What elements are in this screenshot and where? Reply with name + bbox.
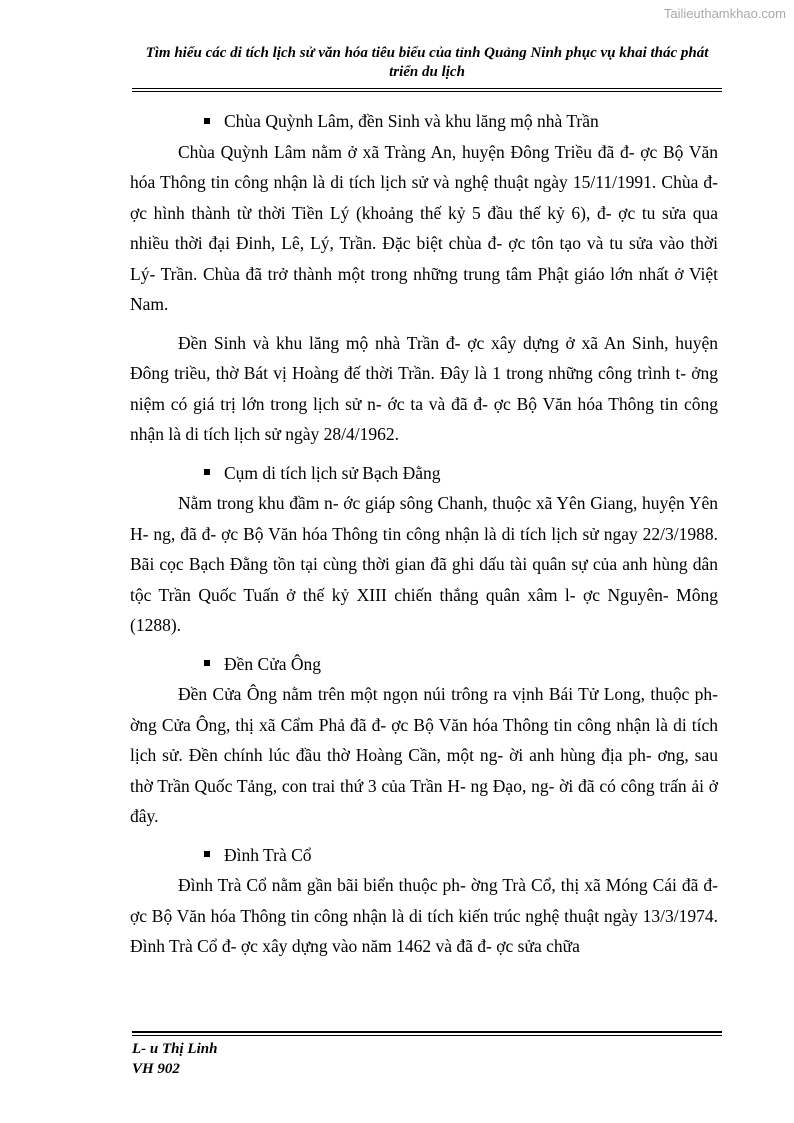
footer-class-code: VH 902: [132, 1061, 180, 1077]
section-heading: [204, 840, 718, 871]
square-bullet-icon: [204, 660, 210, 666]
paragraph: Nằm trong khu đầm n- ớc giáp sông Chanh, thuộc xã Yên Giang, huyện Yên H- ng, đã đ- ợc Bộ Văn hóa Thông tin công nhận là di tích lịch sử ngay 22/3/1988. Bãi cọc Bạch Đằng tồn tại cùng thời gian đã ghi dấu tài quân sự của anh hùng dân tộc Trần Quốc Tuấn ở thế kỷ XIII chiến thắng quân xâm l- ợc Nguyên- Mông (1288).: [130, 493, 718, 635]
section-heading-text: Đình Trà Cổ: [224, 844, 312, 865]
footer-author: L- u Thị Linh: [132, 1041, 218, 1057]
watermark: Tailieuthamkhao.com: [663, 6, 786, 21]
section-heading: [204, 458, 718, 489]
paragraph: Đền Sinh và khu lăng mộ nhà Trần đ- ợc xây dựng ở xã An Sinh, huyện Đông triều, thờ Bát vị Hoàng đế thời Trần. Đây là 1 trong những công trình t- ởng niệm có giá trị lớn trong lịch sử n- ớc ta và đã đ- ợc Bộ Văn hóa Thông tin công nhận là di tích lịch sử ngày 28/4/1962.: [130, 332, 718, 444]
document-body: [130, 106, 718, 962]
page-footer: [132, 1039, 217, 1079]
section-heading-text: Cụm di tích lịch sử Bạch Đằng: [224, 462, 441, 483]
section-heading-text: Đền Cửa Ông: [224, 653, 321, 674]
paragraph: Đền Cửa Ông nằm trên một ngọn núi trông ra vịnh Bái Tử Long, thuộc ph- ờng Cửa Ông, thị xã Cẩm Phả đã đ- ợc Bộ Văn hóa Thông tin công nhận là di tích lịch sử. Đền chính lúc đầu thờ Hoàng Cần, một ng- ời anh hùng địa ph- ơng, sau thờ Trần Quốc Tảng, con trai thứ 3 của Trần H- ng Đạo, ng- ời đã có công trấn ải ở đây.: [130, 684, 718, 826]
square-bullet-icon: [204, 851, 210, 857]
section-heading: [204, 106, 718, 137]
footer-divider: [132, 1031, 722, 1036]
paragraph: Đình Trà Cổ nằm gần bãi biển thuộc ph- ờng Trà Cổ, thị xã Móng Cái đã đ- ợc Bộ Văn hóa Thông tin công nhận là di tích kiến trúc nghệ thuật ngày 13/3/1974. Đình Trà Cổ đ- ợc xây dựng vào năm 1462 và đã đ- ợc sửa chữa: [130, 875, 718, 956]
square-bullet-icon: [204, 118, 210, 124]
section-heading: [204, 649, 718, 680]
section-heading-text: Chùa Quỳnh Lâm, đền Sinh và khu lăng mộ nhà Trần: [224, 111, 599, 131]
header-divider: [132, 88, 722, 92]
paragraph: Chùa Quỳnh Lâm nằm ở xã Tràng An, huyện Đông Triều đã đ- ợc Bộ Văn hóa Thông tin công nhận là di tích lịch sử và nghệ thuật ngày 15/11/1991. Chùa đ- ợc hình thành từ thời Tiền Lý (khoảng thế kỷ 5 đầu thế kỷ 6), đ- ợc tu sửa qua nhiều thời đại Đinh, Lê, Lý, Trần. Đặc biệt chùa đ- ợc tôn tạo và tu sửa vào thời Lý- Trần. Chùa đã trở thành một trong những trung tâm Phật giáo lớn nhất ở Việt Nam.: [130, 141, 718, 314]
page-header-title: Tìm hiểu các di tích lịch sử văn hóa tiêu biểu của tỉnh Quảng Ninh phục vụ khai thác phát triển du lịch: [145, 45, 709, 80]
square-bullet-icon: [204, 469, 210, 475]
